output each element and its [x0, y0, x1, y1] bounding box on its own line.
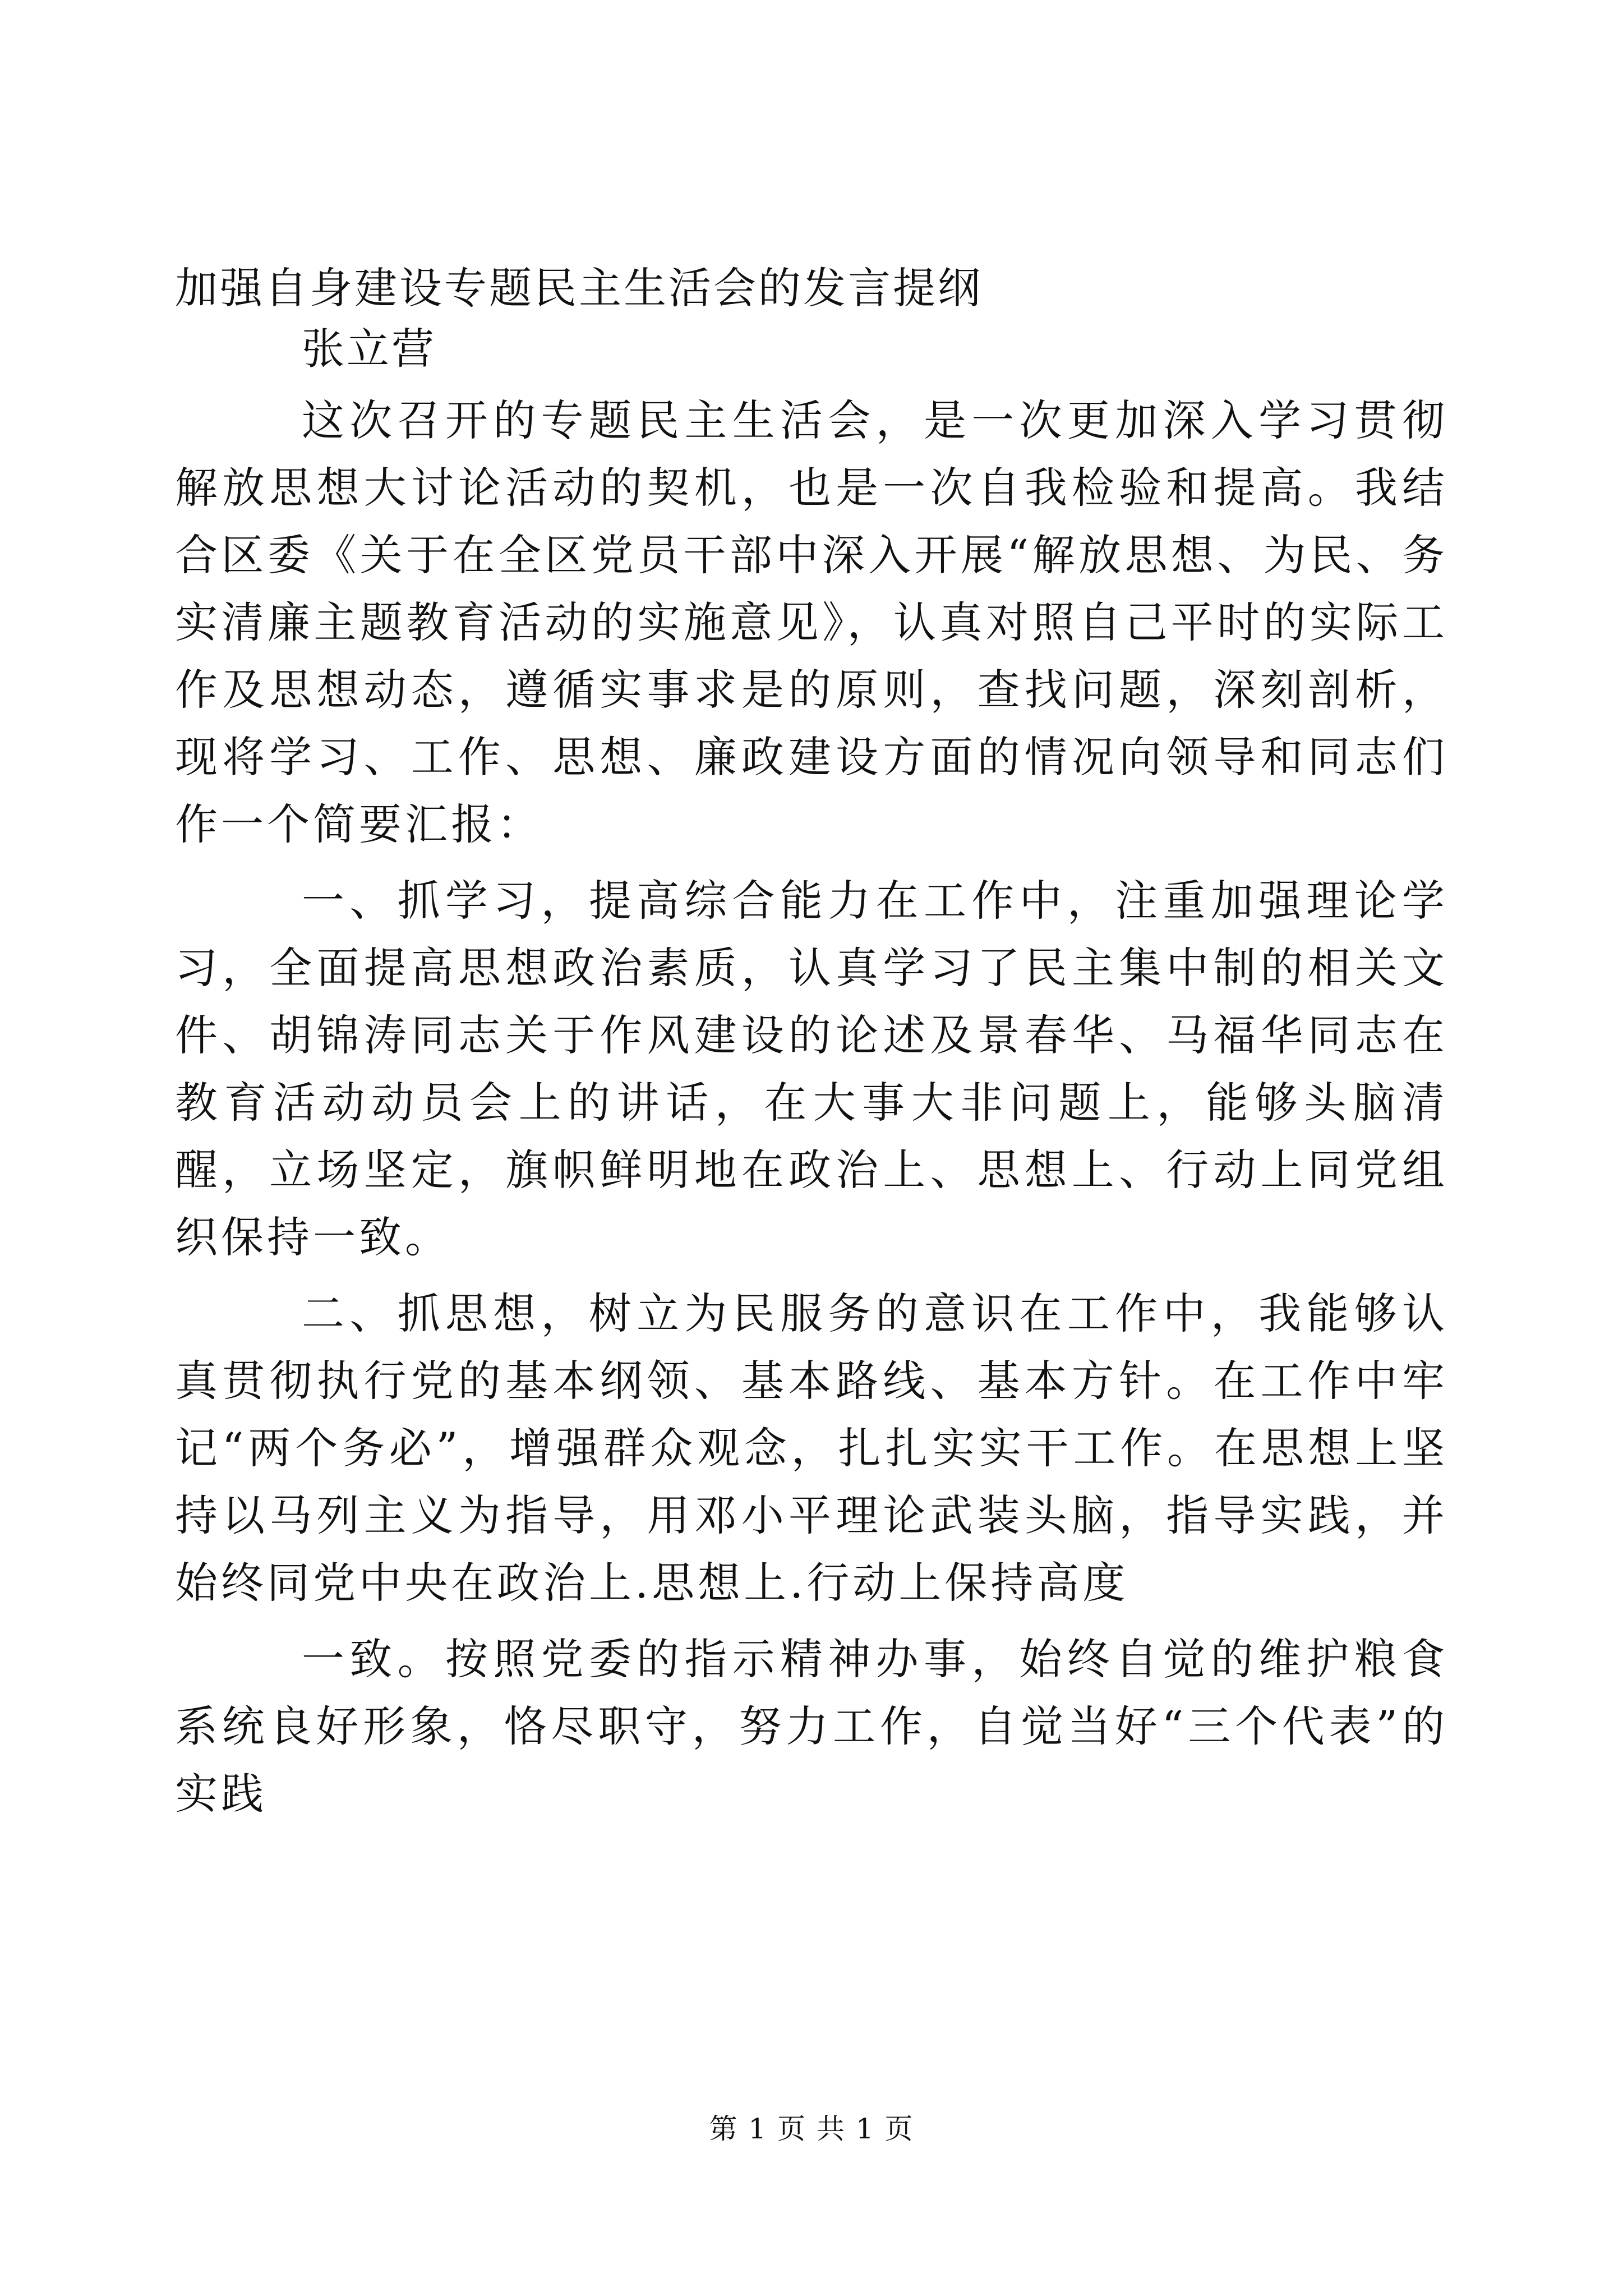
paragraph-thought: 二、抓思想，树立为民服务的意识在工作中，我能够认真贯彻执行党的基本纲领、基本路线、基本方针。在工作中牢记“两个务必”，增强群众观念，扎扎实实干工作。在思想上坚持以马列主义为指导，用邓小平理论武装头脑，指导实践，并始终同党中央在政治上.思想上.行动上保持高度 — [175, 1289, 1448, 1608]
page-footer: 第 1 页 共 1 页 — [709, 2113, 914, 2145]
author-name: 张立营 — [302, 324, 436, 374]
paragraph-intro: 这次召开的专题民主生活会，是一次更加深入学习贯彻解放思想大讨论活动的契机，也是一次自我检验和提高。我结合区委《关于在全区党员干部中深入开展“解放思想、为民、务实清廉主题教育活动的实施意见》，认真对照自己平时的实际工作及思想动态，遵循实事求是的原则，查找问题，深刻剖析，现将学习、工作、思想、廉政建设方面的情况向领导和同志们作一个简要汇报： — [175, 395, 1448, 849]
paragraph-study: 一、抓学习，提高综合能力在工作中，注重加强理论学习，全面提高思想政治素质，认真学习了民主集中制的相关文件、胡锦涛同志关于作风建设的论述及景春华、马福华同志在教育活动动员会上的讲话，在大事大非问题上，能够头脑清醒，立场坚定，旗帜鲜明地在政治上、思想上、行动上同党组织保持一致。 — [175, 876, 1448, 1262]
document-body — [175, 258, 1448, 1828]
paragraph-consistency: 一致。按照党委的指示精神办事，始终自觉的维护粮食系统良好形象，恪尽职守，努力工作，自觉当好“三个代表”的实践 — [175, 1634, 1448, 1819]
document-title: 加强自身建设专题民主生活会的发言提纲 — [175, 263, 983, 313]
